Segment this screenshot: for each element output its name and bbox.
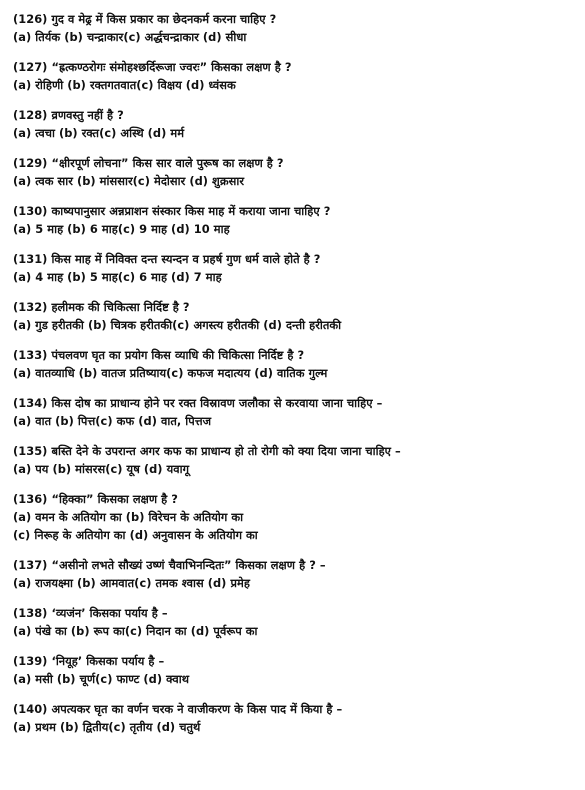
options-line: (a) 4 माह (b) 5 माह(c) 6 माह (d) 7 माह [13,270,222,284]
options-line: (c) निरूह के अतियोग का (d) अनुवासन के अतियोग का [13,528,258,542]
question-text: (131) किस माह में निविक्त दन्त स्यन्दन व प्रहर्ष गुण धर्म वाले होते है ? [13,252,321,266]
options-line: (a) मसी (b) चूर्ण(c) फाण्ट (d) क्वाथ [13,672,190,686]
options-line: (a) वात (b) पित्त(c) कफ (d) वात, पित्तज [13,414,212,428]
options-line: (a) रोहिणी (b) रक्तगतवात(c) विक्षय (d) ध्वंसक [13,78,236,92]
question-132 [13,298,573,334]
options-line: (a) प्रथम (b) द्वितीय(c) तृतीय (d) चतुर्थ [13,720,201,734]
question-text: (130) काष्यपानुसार अन्नप्राशन संस्कार किस माह में कराया जाना चाहिए ? [13,204,331,218]
question-text: (126) गुद व मेढ्र में किस प्रकार का छेदनकर्म करना चाहिए ? [13,12,277,26]
question-text: (136) “हिक्का” किसका लक्षण है ? [13,492,178,506]
options-line: (a) गुड हरीतकी (b) चित्रक हरीतकी(c) अगस्त्य हरीतकी (d) दन्ती हरीतकी [13,318,342,332]
question-text: (140) अपत्यकर घृत का वर्णन चरक ने वाजीकरण के किस पाद में किया है – [13,702,343,716]
question-134 [13,394,573,430]
question-126 [13,10,573,46]
options-line: (a) पय (b) मांसरस(c) यूष (d) यवागू [13,462,190,476]
question-133 [13,346,573,382]
question-129 [13,154,573,190]
question-text: (128) व्रणवस्तु नहीं है ? [13,108,124,122]
options-line: (a) त्वचा (b) रक्त(c) अस्थि (d) मर्म [13,126,185,140]
question-137 [13,556,573,592]
question-text: (134) किस दोष का प्राधान्य होने पर रक्त विस्रावण जलौका से करवाया जाना चाहिए – [13,396,383,410]
options-line: (a) राजयक्ष्मा (b) आमवात(c) तमक श्वास (d) प्रमेह [13,576,250,590]
question-130 [13,202,573,238]
question-text: (127) “ह्रत्कण्ठरोगः संमोहश्छर्दिरूजा ज्वरः” किसका लक्षण है ? [13,60,292,74]
question-128 [13,106,573,142]
options-line: (a) पंखे का (b) रूप का(c) निदान का (d) पूर्वरूप का [13,624,258,638]
question-127 [13,58,573,94]
options-line: (a) त्वक सार (b) मांससार(c) मेदोसार (d) शुक्रसार [13,174,245,188]
options-line: (a) तिर्यक (b) चन्द्राकार(c) अर्द्धचन्द्राकार (d) सीधा [13,30,247,44]
options-line: (a) वातव्याधि (b) वातज प्रतिष्याय(c) कफज मदात्यय (d) वातिक गुल्म [13,366,328,380]
question-138 [13,604,573,640]
question-text: (133) पंचलवण घृत का प्रयोग किस व्याधि की चिकित्सा निर्दिष्ट है ? [13,348,305,362]
question-136 [13,490,573,544]
options-line: (a) 5 माह (b) 6 माह(c) 9 माह (d) 10 माह [13,222,230,236]
question-text: (139) ‘नियूह’ किसका पर्याय है – [13,654,165,668]
question-139 [13,652,573,688]
question-140 [13,700,573,736]
question-text: (138) ‘व्यजंन’ किसका पर्याय है – [13,606,168,620]
question-131 [13,250,573,286]
question-text: (129) “क्षीरपूर्ण लोचना” किस सार वाले पुरूष का लक्षण है ? [13,156,284,170]
question-text: (135) बस्ति देने के उपरान्त अगर कफ का प्राधान्य हो तो रोगी को क्या दिया जाना चाहिए – [13,444,401,458]
question-text: (132) हलीमक की चिकित्सा निर्दिष्ट है ? [13,300,190,314]
question-text: (137) “असीनो लभते सौख्यं उष्णं चैवाभिनन्दितः” किसका लक्षण है ? – [13,558,326,572]
question-135 [13,442,573,478]
options-line: (a) वमन के अतियोग का (b) विरेचन के अतियोग का [13,510,244,524]
